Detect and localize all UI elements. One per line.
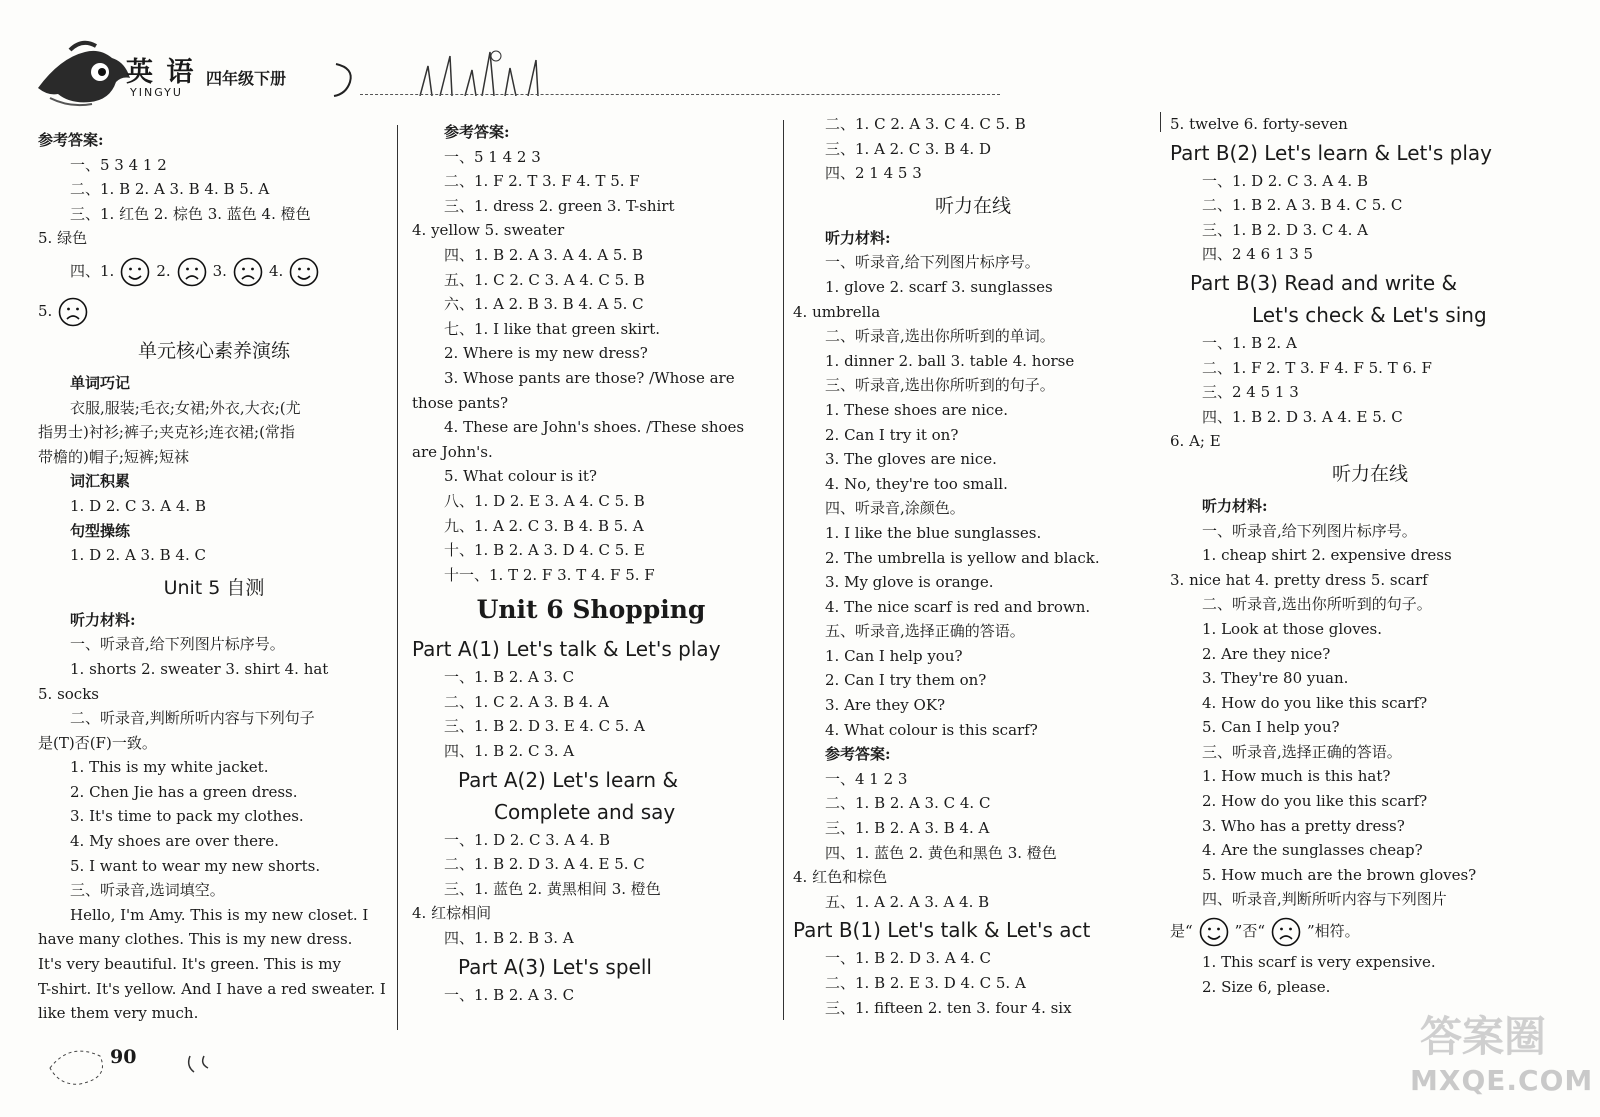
text-line: 2. Can I try them on? (825, 671, 987, 690)
text-line: 5. 绿色 (38, 229, 88, 248)
text-line: 3. The gloves are nice. (825, 450, 997, 469)
text-line: 一、4 1 2 3 (825, 769, 908, 788)
text-line: 四、1. B 2. B 3. A (444, 929, 574, 948)
face-answer-label: 4. (268, 261, 284, 280)
text-line: 4. yellow 5. sweater (412, 221, 565, 240)
text-line: 1. Can I help you? (825, 646, 963, 665)
text-line: 一、听录音,给下列图片标序号。 (1202, 521, 1417, 540)
text-line: 三、1. B 2. D 3. C 4. A (1202, 220, 1368, 239)
text-line: 二、1. C 2. A 3. C 4. C 5. B (825, 115, 1026, 133)
text-line: 三、1. dress 2. green 3. T-shirt (444, 196, 675, 215)
text-line: T-shirt. It's yellow. And I have a red sweater. I (38, 979, 386, 998)
text-line: 一、1. B 2. A (1202, 333, 1297, 352)
subheading: 参考答案: (444, 123, 510, 141)
text-line: 四、听录音,判断所听内容与下列图片 (1202, 890, 1447, 909)
text-line: 3. My glove is orange. (825, 573, 994, 592)
text-line: 二、1. B 2. E 3. D 4. C 5. A (825, 974, 1026, 992)
text-line: 1. I like the blue sunglasses. (825, 523, 1042, 542)
text-line: 二、听录音,选出你所听到的单词。 (825, 327, 1055, 346)
text-line: 二、1. F 2. T 3. F 4. F 5. T 6. F (1202, 358, 1432, 377)
text-line: 是(T)否(F)一致。 (38, 733, 157, 752)
text-line: 一、1. B 2. D 3. A 4. C (825, 949, 991, 968)
sad-face-icon (177, 257, 207, 287)
column-1 (38, 128, 390, 1026)
text-line: 一、听录音,给下列图片标序号。 (825, 253, 1040, 272)
sad-face-icon (58, 297, 88, 327)
text-line: 四、听录音,涂颜色。 (825, 499, 965, 518)
text-line: like them very much. (38, 1004, 199, 1023)
text-line: 三、听录音,选词填空。 (70, 881, 225, 900)
text-line: 一、5 1 4 2 3 (444, 147, 541, 166)
text-line: 5. socks (38, 684, 99, 703)
text-line: 3. It's time to pack my clothes. (70, 807, 304, 826)
text-line: 5. Can I help you? (1202, 718, 1340, 737)
column-2 (412, 120, 770, 1007)
sad-face-icon (233, 257, 263, 287)
text-line: 带檐的)帽子;短裤;短袜 (38, 447, 189, 466)
text-line: 3. Whose pants are those? /Whose are (444, 368, 735, 387)
face-answer-label: 四、1. (70, 261, 115, 280)
column-divider (1160, 112, 1161, 132)
text-line: 三、听录音,选择正确的答语。 (1202, 742, 1402, 761)
text-line: 四、2 1 4 5 3 (825, 164, 922, 183)
text-line: 4. These are John's shoes. /These shoes (444, 418, 745, 437)
column-3 (793, 112, 1153, 1020)
subheading: 单词巧记 (70, 373, 131, 392)
header-rule (360, 94, 1000, 95)
face-judge-row (1170, 912, 1570, 950)
text-line: 1. glove 2. scarf 3. sunglasses (825, 277, 1053, 296)
text-line: 三、1. A 2. C 3. B 4. D (825, 139, 991, 158)
text-line: 十一、1. T 2. F 3. T 4. F 5. F (444, 565, 655, 584)
text-line: 三、1. B 2. A 3. B 4. A (825, 819, 990, 838)
text-line: 三、2 4 5 1 3 (1202, 383, 1299, 402)
text-line: 一、1. B 2. A 3. C (444, 985, 575, 1004)
face-answer-label: 5. (38, 301, 53, 320)
text-line: 3. nice hat 4. pretty dress 5. scarf (1170, 570, 1428, 589)
unit-title: Unit 6 Shopping (476, 595, 706, 625)
text-line: 1. D 2. A 3. B 4. C (70, 546, 206, 565)
page-header (30, 38, 970, 108)
subheading: 句型操练 (70, 521, 131, 540)
text-line: 三、听录音,选出你所听到的句子。 (825, 376, 1055, 395)
text-line: 二、1. B 2. A 3. B 4. C 5. C (1202, 196, 1403, 215)
face-answer-row (38, 291, 390, 331)
subheading: 参考答案: (825, 745, 891, 764)
text-line: 1. D 2. C 3. A 4. B (70, 496, 206, 515)
text-line: 5. What colour is it? (444, 467, 597, 486)
subheading: 听力材料: (70, 610, 136, 629)
swirl-icon (330, 60, 360, 100)
text-line: those pants? (412, 393, 509, 412)
text-line: 2. The umbrella is yellow and black. (825, 548, 1100, 567)
part-heading: Part A(2) Let's learn & (458, 767, 679, 792)
text-line: 4. 红色和棕色 (793, 868, 888, 887)
text-line: 四、2 4 6 1 3 5 (1202, 245, 1314, 264)
text-line: 三、1. fifteen 2. ten 3. four 4. six (825, 998, 1072, 1017)
text-line: 四、1. B 2. C 3. A (444, 742, 575, 761)
text-line: 4. No, they're too small. (825, 474, 1008, 493)
text-line: 1. cheap shirt 2. expensive dress (1202, 546, 1452, 565)
text-line: 四、1. 蓝色 2. 黄色和黑色 3. 橙色 (825, 843, 1057, 862)
text-line: 五、1. C 2. C 3. A 4. C 5. B (444, 270, 645, 289)
text-line: 4. Are the sunglasses cheap? (1202, 841, 1423, 860)
text-line: 九、1. A 2. C 3. B 4. B 5. A (444, 516, 644, 535)
watermark-text: MXQE.COM (1410, 1064, 1594, 1097)
text-line: 五、1. A 2. A 3. A 4. B (825, 892, 990, 911)
section-heading: Unit 5 自测 (163, 576, 265, 599)
subheading: 词汇积累 (70, 472, 131, 491)
smiley-face-icon (289, 257, 319, 287)
text-line: 三、1. 蓝色 2. 黄黑相间 3. 橙色 (444, 879, 661, 898)
face-answer-row (38, 251, 390, 291)
text-line: 2. Are they nice? (1202, 644, 1331, 663)
face-answer-label: 3. (212, 261, 227, 280)
column-divider (397, 125, 398, 1030)
text-line: 4. 红棕相间 (412, 904, 492, 923)
text-line: 4. umbrella (793, 302, 881, 321)
text-line: 二、1. B 2. D 3. A 4. E 5. C (444, 855, 645, 874)
text-line: 5. twelve 6. forty-seven (1170, 115, 1348, 133)
subheading: 听力材料: (825, 228, 891, 247)
text-line: 衣服,服装;毛衣;女裙;外衣,大衣;(尤 (70, 398, 301, 417)
text-line: 八、1. D 2. E 3. A 4. C 5. B (444, 491, 645, 510)
text-line: 一、听录音,给下列图片标序号。 (70, 635, 285, 654)
text-line: 1. How much is this hat? (1202, 767, 1391, 786)
part-heading: Let's check & Let's sing (1252, 302, 1487, 327)
text-line: 十、1. B 2. A 3. D 4. C 5. E (444, 541, 645, 560)
text-line: 4. What colour is this scarf? (825, 720, 1038, 739)
part-heading: Complete and say (494, 799, 676, 824)
text-line: 指男士)衬衫;裤子;夹克衫;连衣裙;(常指 (38, 423, 295, 442)
text-line: 二、1. F 2. T 3. F 4. T 5. F (444, 172, 640, 191)
text-line: Hello, I'm Amy. This is my new closet. I (70, 905, 369, 924)
text-line: 3. Who has a pretty dress? (1202, 816, 1405, 835)
text-line: 二、1. B 2. A 3. C 4. C (825, 794, 991, 813)
text-line: 4. How do you like this scarf? (1202, 693, 1428, 712)
text-line: have many clothes. This is my new dress. (38, 930, 353, 949)
face-answer-label: 2. (156, 261, 171, 280)
page-number: 90 (110, 1046, 137, 1068)
text-line: 1. dinner 2. ball 3. table 4. horse (825, 351, 1075, 370)
text-line: 4. My shoes are over there. (70, 832, 279, 851)
text-line: 2. Chen Jie has a green dress. (70, 782, 298, 801)
subject-pinyin: YINGYU (130, 86, 183, 99)
watermark-logo: 答案圈 (1420, 1012, 1547, 1061)
grade-label: 四年级下册 (206, 69, 287, 88)
column-4 (1170, 112, 1570, 999)
text-line: 七、1. I like that green skirt. (444, 319, 661, 338)
smiley-face-icon (120, 257, 150, 287)
text-line: It's very beautiful. It's green. This is my (38, 955, 341, 974)
text-line: 6. A; E (1170, 432, 1221, 451)
section-heading: 单元核心素养演练 (137, 339, 290, 362)
text-line: 二、1. B 2. A 3. B 4. B 5. A (70, 180, 270, 199)
grass-decoration-icon (410, 46, 560, 96)
text-line: 一、5 3 4 1 2 (70, 155, 167, 174)
text-line: 1. These shoes are nice. (825, 400, 1008, 419)
section-heading: 听力在线 (934, 194, 1011, 217)
part-heading: Part B(1) Let's talk & Let's act (793, 918, 1091, 943)
text-line: 5. How much are the brown gloves? (1202, 865, 1477, 884)
text-line: 2. Can I try it on? (825, 425, 959, 444)
text-line: 4. The nice scarf is red and brown. (825, 597, 1091, 616)
text-line: 1. shorts 2. sweater 3. shirt 4. hat (70, 659, 329, 678)
text-line: 1. This scarf is very expensive. (1202, 953, 1436, 972)
text-line: 二、听录音,判断所听内容与下列句子 (70, 709, 315, 728)
section-heading: 听力在线 (1331, 462, 1408, 485)
text-line: 1. This is my white jacket. (70, 758, 269, 777)
text-line: 1. Look at those gloves. (1202, 619, 1383, 638)
column-divider (783, 120, 784, 1020)
bird-mascot-icon (30, 38, 140, 108)
text-line: 四、1. B 2. A 3. A 4. A 5. B (444, 245, 644, 264)
subheading: 参考答案: (38, 131, 104, 149)
text-line: 一、1. D 2. C 3. A 4. B (1202, 171, 1368, 190)
text-line: 三、1. 红色 2. 棕色 3. 蓝色 4. 橙色 (70, 204, 311, 223)
text-line: 四、1. B 2. D 3. A 4. E 5. C (1202, 407, 1403, 426)
text-line: 2. Size 6, please. (1202, 977, 1331, 996)
text-line: 五、听录音,选择正确的答语。 (825, 622, 1025, 641)
judge-text: ”相符。 (1307, 922, 1360, 941)
text-line: 三、1. B 2. D 3. E 4. C 5. A (444, 717, 645, 736)
text-line: 六、1. A 2. B 3. B 4. A 5. C (444, 295, 644, 314)
text-line: 3. Are they OK? (825, 696, 946, 715)
text-line: 二、1. C 2. A 3. B 4. A (444, 692, 609, 711)
text-line: 一、1. D 2. C 3. A 4. B (444, 830, 610, 849)
sad-face-icon (1271, 917, 1301, 947)
part-heading: Part A(3) Let's spell (458, 954, 652, 979)
part-heading: Part A(1) Let's talk & Let's play (412, 637, 721, 662)
smiley-face-icon (1199, 917, 1229, 947)
text-line: 2. Where is my new dress? (444, 344, 648, 363)
text-line: 5. I want to wear my new shorts. (70, 856, 321, 875)
subheading: 听力材料: (1202, 496, 1268, 515)
text-line: are John's. (412, 442, 493, 461)
part-heading: Part B(3) Read and write & (1190, 270, 1458, 295)
part-heading: Part B(2) Let's learn & Let's play (1170, 140, 1492, 165)
subject-title: 英 语 (126, 57, 196, 88)
judge-text: 是“ (1170, 922, 1193, 941)
judge-text: ”否“ (1234, 922, 1266, 941)
text-line: 一、1. B 2. A 3. C (444, 668, 575, 687)
text-line: 二、听录音,选出你所听到的句子。 (1202, 595, 1432, 614)
page-number-decoration-icon (40, 1038, 270, 1088)
text-line: 3. They're 80 yuan. (1202, 669, 1349, 688)
text-line: 2. How do you like this scarf? (1202, 792, 1428, 811)
